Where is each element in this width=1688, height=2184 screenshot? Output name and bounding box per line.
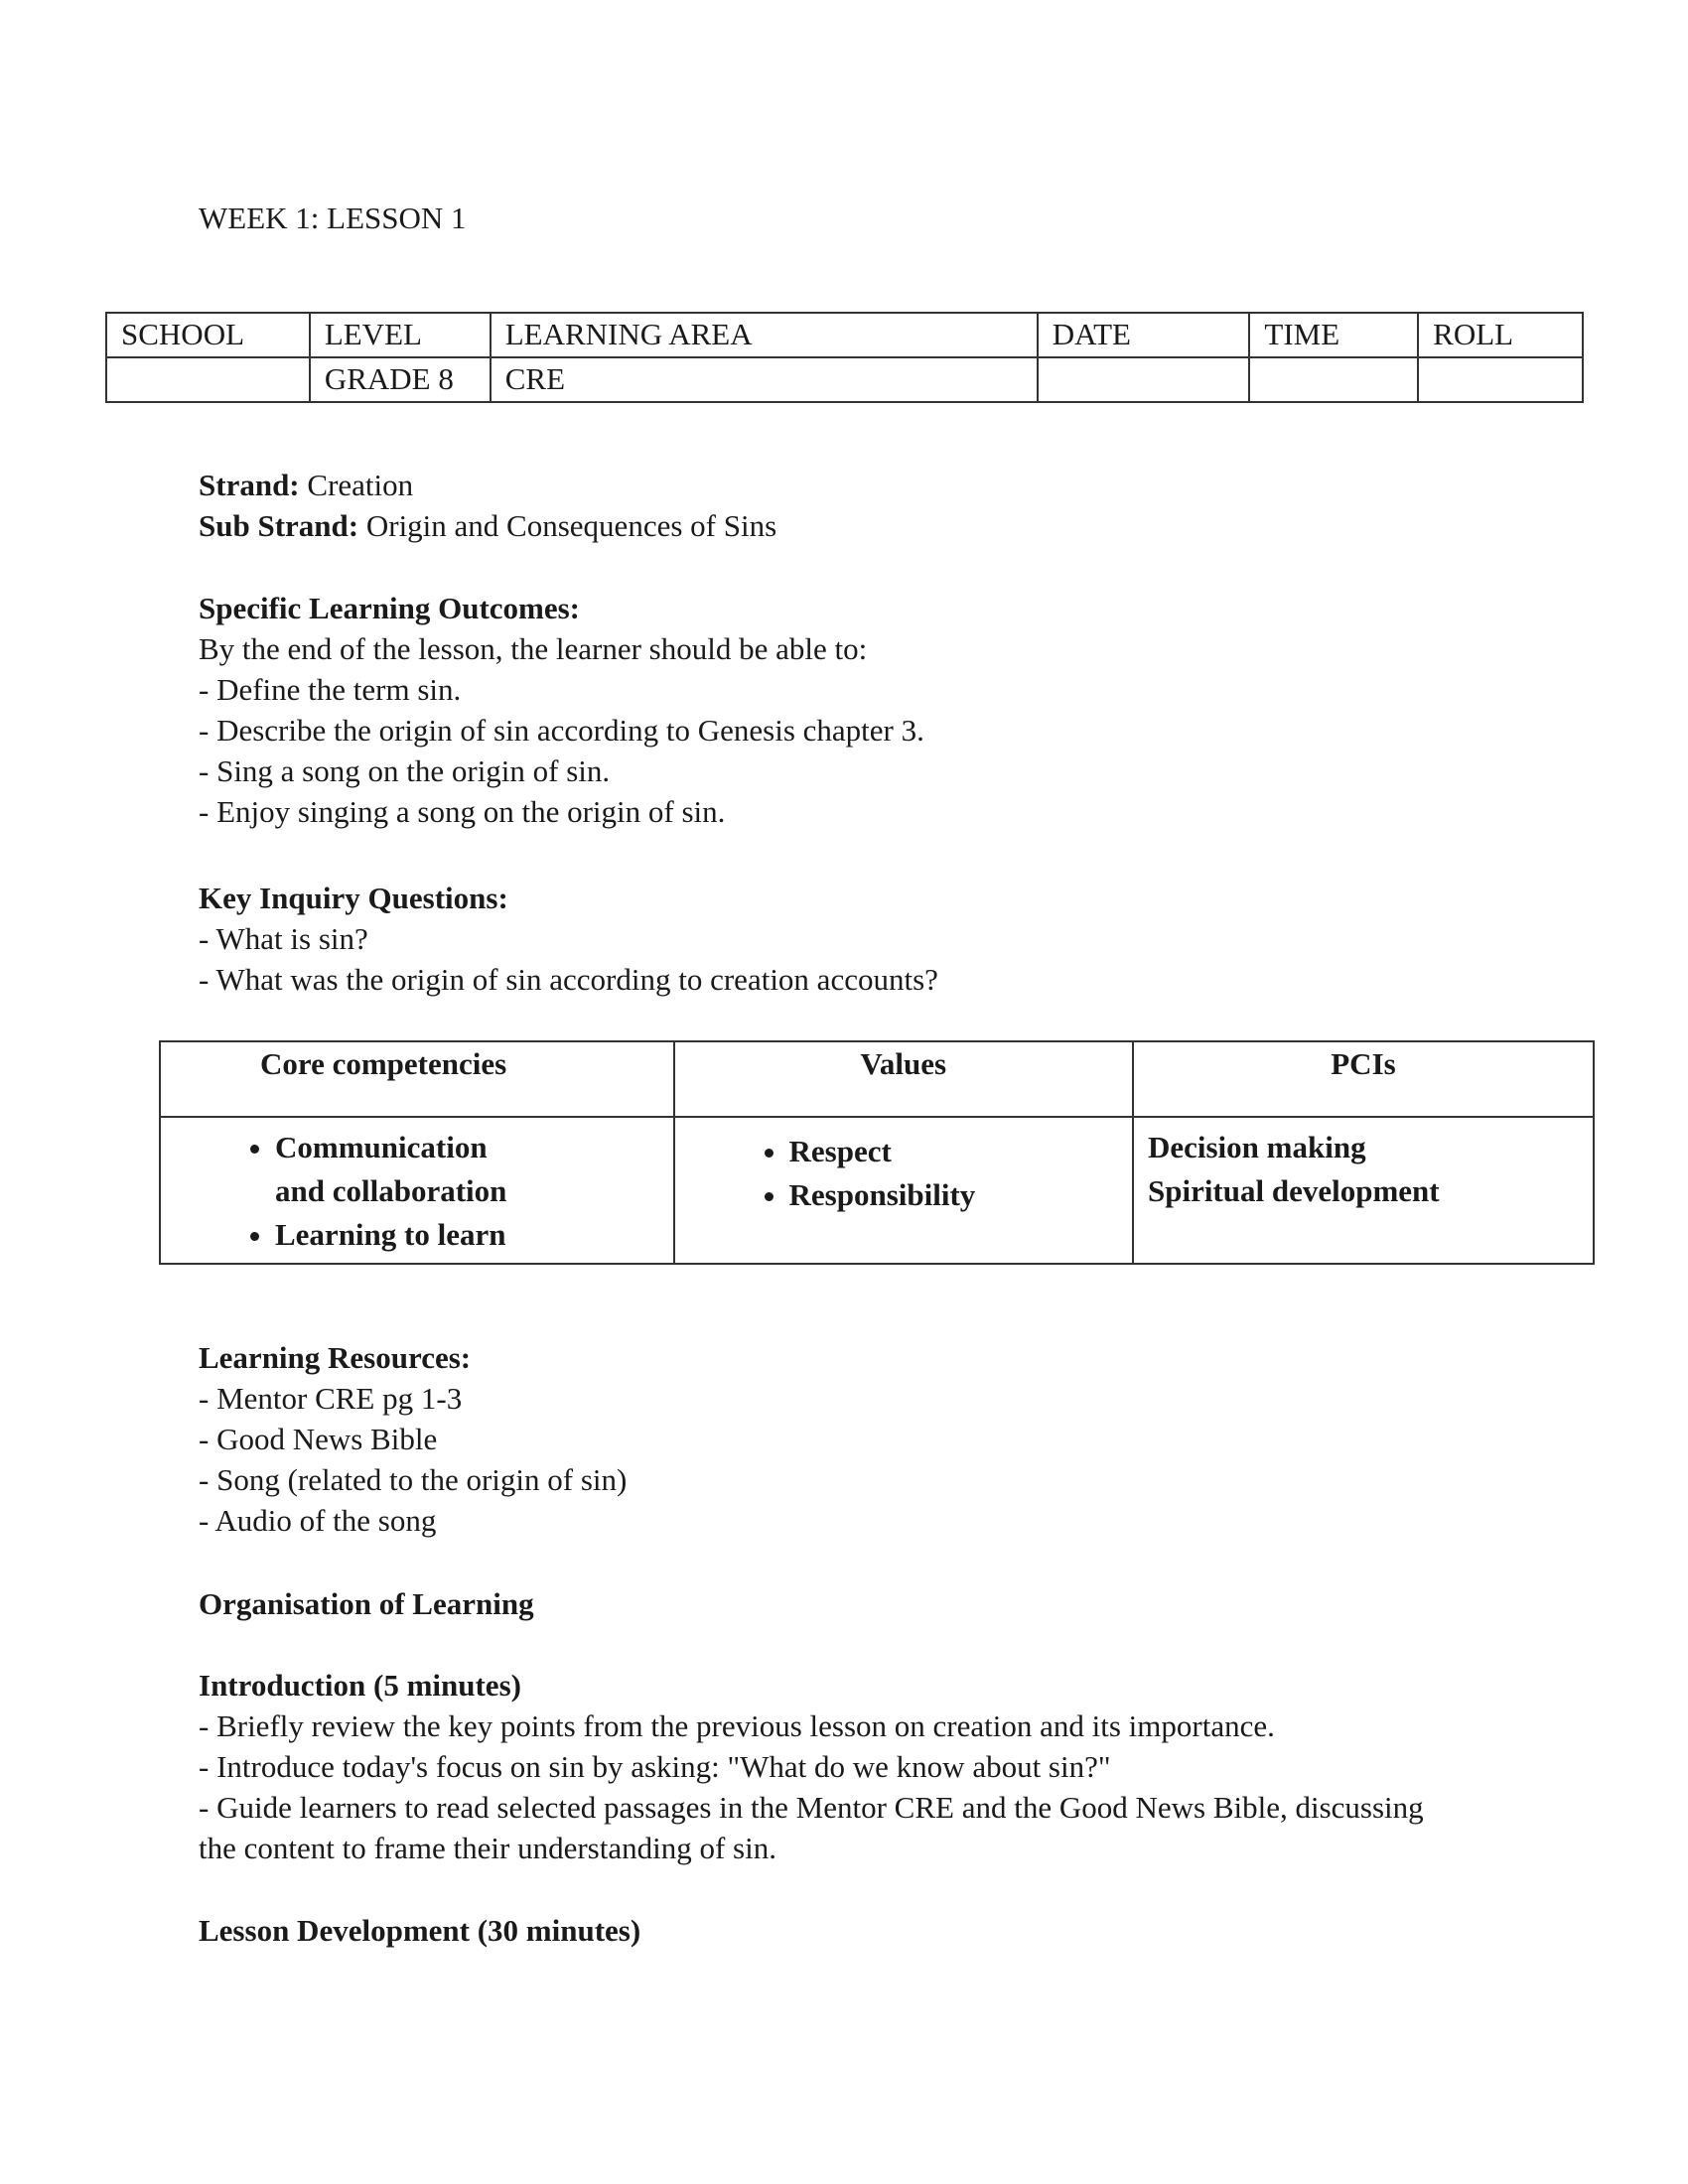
inquiry-item: - What is sin? <box>199 920 368 956</box>
value-roll <box>1418 357 1583 402</box>
organisation-section <box>199 1584 1489 1625</box>
info-header-row <box>106 313 1583 357</box>
introduction-item: - Briefly review the key points from the previous lesson on creation and its importance. <box>199 1707 1275 1743</box>
header-school: SCHOOL <box>106 313 310 357</box>
strand-label: Strand: <box>199 468 300 502</box>
value-date <box>1038 357 1250 402</box>
competency-table <box>159 1040 1595 1265</box>
resource-item: - Good News Bible <box>199 1421 438 1456</box>
header-values: Values <box>674 1041 1133 1117</box>
header-level: LEVEL <box>310 313 491 357</box>
competency-header-row <box>160 1041 1594 1117</box>
outcomes-intro: By the end of the lesson, the learner should be able to: <box>199 630 868 666</box>
outcomes-section <box>199 589 1489 832</box>
lesson-title: WEEK 1: LESSON 1 <box>199 201 467 235</box>
introduction-item: - Introduce today's focus on sin by asking: "What do we know about sin?" <box>199 1748 1111 1784</box>
header-date: DATE <box>1038 313 1250 357</box>
organisation-heading: Organisation of Learning <box>199 1586 534 1621</box>
outcome-item: - Define the term sin. <box>199 671 462 707</box>
header-roll: ROLL <box>1418 313 1583 357</box>
info-value-row <box>106 357 1583 402</box>
development-section <box>199 1911 1489 1952</box>
outcome-item: - Describe the origin of sin according to Genesis chapter 3. <box>199 712 924 748</box>
pci-item: Spiritual development <box>1147 1173 1440 1208</box>
value-item: • Respect <box>789 1130 1118 1173</box>
pci-item: Decision making <box>1147 1130 1366 1164</box>
inquiry-heading: Key Inquiry Questions: <box>199 881 508 915</box>
strand-line <box>199 466 1489 506</box>
resources-heading: Learning Resources: <box>199 1340 472 1375</box>
lesson-info-table <box>105 312 1584 403</box>
resources-section <box>199 1338 1489 1542</box>
outcomes-heading: Specific Learning Outcomes: <box>199 591 581 625</box>
development-heading: Lesson Development (30 minutes) <box>199 1913 641 1948</box>
pcis-cell <box>1133 1117 1594 1264</box>
header-pcis: PCIs <box>1133 1041 1594 1117</box>
header-core-competencies: Core competencies <box>160 1041 674 1117</box>
introduction-heading: Introduction (5 minutes) <box>199 1668 521 1703</box>
strand-value: Creation <box>299 468 414 502</box>
sub-strand-label: Sub Strand: <box>199 507 359 543</box>
sub-strand-value: Origin and Consequences of Sins <box>358 507 777 543</box>
value-time <box>1249 357 1418 402</box>
value-level: GRADE 8 <box>310 357 491 402</box>
core-competencies-cell <box>160 1117 674 1264</box>
strand-section <box>199 466 1489 547</box>
header-time: TIME <box>1249 313 1418 357</box>
outcome-item: - Sing a song on the origin of sin. <box>199 752 611 788</box>
value-learning-area: CRE <box>491 357 1038 402</box>
values-list <box>675 1130 1118 1217</box>
outcome-item: - Enjoy singing a song on the origin of sin. <box>199 793 726 829</box>
introduction-item: - Guide learners to read selected passages in the Mentor CRE and the Good News Bible, discussing the content to frame their understanding of sin. <box>199 1789 1424 1865</box>
core-competencies-list <box>161 1126 533 1257</box>
value-item: • Responsibility <box>789 1173 1118 1217</box>
competency-body-row <box>160 1117 1594 1264</box>
resource-item: - Mentor CRE pg 1-3 <box>199 1380 463 1416</box>
inquiry-section <box>199 879 1489 1001</box>
values-cell <box>674 1117 1133 1264</box>
core-competency-item: • Learning to learn <box>275 1213 533 1257</box>
core-competency-item: • Communication and collaboration <box>275 1126 533 1213</box>
introduction-section <box>199 1666 1450 1869</box>
header-learning-area: LEARNING AREA <box>491 313 1038 357</box>
sub-strand-line <box>199 506 1489 547</box>
value-school <box>106 357 310 402</box>
inquiry-item: - What was the origin of sin according to creation accounts? <box>199 961 938 997</box>
resource-item: - Song (related to the origin of sin) <box>199 1461 628 1497</box>
resource-item: - Audio of the song <box>199 1502 437 1538</box>
